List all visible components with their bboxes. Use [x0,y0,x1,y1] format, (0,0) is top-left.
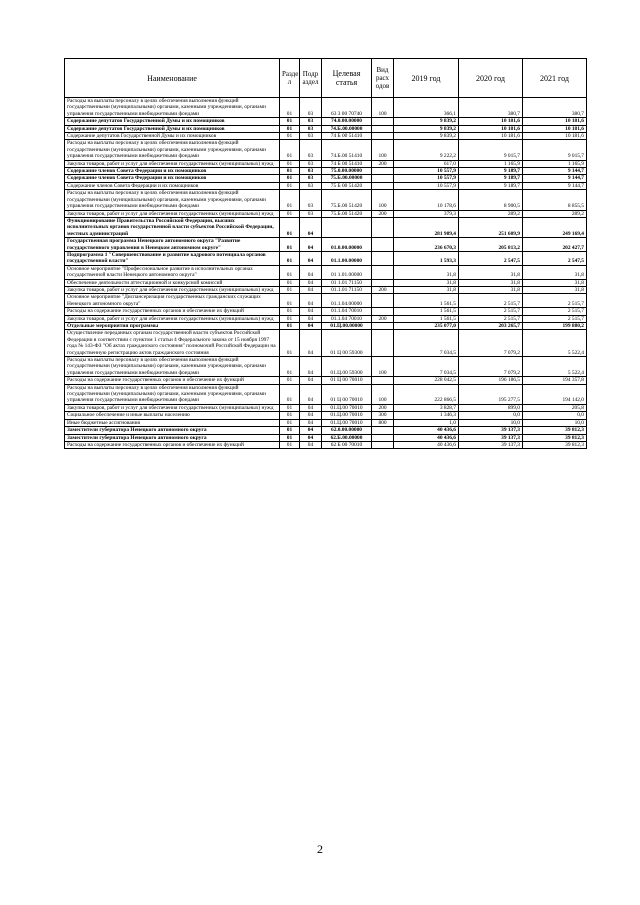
row-expense-type [372,251,394,265]
row-value-2021: 8 855,5 [523,190,587,210]
table-row [65,357,587,377]
row-subsection: 04 [300,308,322,315]
table-row [65,377,587,384]
row-value-2019: 379,3 [394,210,459,217]
row-value-2020: 9 189,7 [459,182,523,189]
table-row [65,133,587,140]
row-value-2021: 10 181,6 [523,118,587,125]
row-name: Осуществление переданных органам государственной власти субъектов Российской Федерации в соответствии с пунктом 1 статьи 4 Федерального закона от 15 ноября 1997 года № 143-ФЗ "Об актах гражданского состояния" полномочий Российской Федерации на государственную регистрацию актов гражданского состояния [65,330,280,357]
row-value-2020: 31,8 [459,286,523,293]
row-value-2021: 39 812,3 [523,441,587,448]
row-target: 74.Б.00 51410 [322,140,372,160]
row-name: Закупка товаров, работ и услуг для обеспечения государственных (муниципальных) нужд [65,286,280,293]
row-target: 01 Ц 00 70010 [322,384,372,404]
row-section: 01 [280,419,300,426]
row-subsection: 04 [300,217,322,237]
row-expense-type: 100 [372,384,394,404]
row-expense-type [372,441,394,448]
row-value-2019: 281 989,4 [394,217,459,237]
table-row [65,217,587,237]
row-section: 01 [280,286,300,293]
row-subsection: 04 [300,404,322,411]
row-section: 01 [280,323,300,330]
row-value-2019: 40 436,6 [394,434,459,441]
row-value-2021: 5 522,4 [523,357,587,377]
row-value-2021: 249 169,4 [523,217,587,237]
row-name: Закупка товаров, работ и услуг для обеспечения государственных (муниципальных) нужд [65,210,280,217]
row-value-2020: 10 181,6 [459,125,523,132]
row-subsection: 04 [300,251,322,265]
row-expense-type [372,217,394,237]
row-target: 74.Б.00.00000 [322,125,372,132]
row-subsection: 03 [300,190,322,210]
row-expense-type [372,168,394,175]
row-value-2021: 2 515,7 [523,294,587,308]
row-value-2019: 10 557,9 [394,168,459,175]
row-name: Закупка товаров, работ и услуг для обеспечения государственных (муниципальных) нужд [65,160,280,167]
row-name: Расходы на выплаты персоналу в целях обеспечения выполнения функций государственными (муниципальными) органами, казенными учреждениями, органами управления государственными внебюджетными фондами [65,357,280,377]
row-value-2019: 9 839,2 [394,133,459,140]
header-subsection: Подр аздел [300,59,322,98]
budget-table [64,58,587,449]
row-name: Основное мероприятие "Профессиональное развитие в исполнительных органах государственной власти Ненецкого автономного округа" [65,265,280,279]
row-section: 01 [280,118,300,125]
row-target: 75.Б.00 51420 [322,190,372,210]
row-subsection: 04 [300,434,322,441]
table-row [65,190,587,210]
row-expense-type: 200 [372,404,394,411]
row-section: 01 [280,441,300,448]
row-target: 63 3 00 70740 [322,98,372,118]
row-target [322,217,372,237]
row-subsection: 03 [300,175,322,182]
row-subsection: 04 [300,384,322,404]
row-value-2019: 9 839,2 [394,118,459,125]
table-row [65,265,587,279]
row-expense-type [372,377,394,384]
row-expense-type: 200 [372,286,394,293]
row-value-2020: 7 079,2 [459,357,523,377]
row-target: 01.1.04 70010 [322,308,372,315]
table-row [65,210,587,217]
table-row [65,160,587,167]
row-value-2020: 31,8 [459,279,523,286]
row-name: Расходы на содержание государственных органов и обеспечение их функций [65,308,280,315]
row-section: 01 [280,434,300,441]
row-section: 01 [280,210,300,217]
row-subsection: 04 [300,377,322,384]
row-expense-type: 200 [372,210,394,217]
row-target: 01 Ц 00 59300 [322,330,372,357]
row-value-2021: 205,8 [523,404,587,411]
row-target: 01 1.01.00000 [322,265,372,279]
row-value-2020: 39 137,3 [459,434,523,441]
row-value-2019: 9 839,2 [394,125,459,132]
header-name: Наименование [65,59,280,98]
table-row [65,315,587,322]
row-expense-type: 300 [372,412,394,419]
row-subsection: 03 [300,133,322,140]
row-subsection: 04 [300,265,322,279]
row-subsection: 04 [300,286,322,293]
row-value-2021: 10,0 [523,419,587,426]
row-value-2019: 31,8 [394,286,459,293]
row-expense-type: 100 [372,357,394,377]
row-name: Расходы на содержание государственных органов и обеспечение их функций [65,441,280,448]
row-target: 01.1.00.00000 [322,251,372,265]
table-row [65,441,587,448]
row-value-2019: 10 178,6 [394,190,459,210]
row-section: 01 [280,377,300,384]
row-expense-type [372,175,394,182]
row-value-2020: 251 609,9 [459,217,523,237]
row-target: 01.0.00.00000 [322,238,372,252]
row-value-2021: 199 880,2 [523,323,587,330]
row-expense-type: 100 [372,140,394,160]
table-row [65,308,587,315]
row-value-2021: 9 015,7 [523,140,587,160]
row-value-2020: 2 547,5 [459,251,523,265]
row-target: 74.0.00.00000 [322,118,372,125]
row-expense-type [372,434,394,441]
row-value-2021: 31,8 [523,279,587,286]
row-target: 75.Б.00 51420 [322,210,372,217]
row-value-2020: 205 813,2 [459,238,523,252]
row-section: 01 [280,182,300,189]
row-name: Государственная программа Ненецкого автономного округа "Развитие государственного управления в Ненецком автономном округе" [65,238,280,252]
row-section: 01 [280,238,300,252]
row-target: 01.Ц.00 70010 [322,412,372,419]
row-target: 01.1.01 71150 [322,286,372,293]
table-row [65,238,587,252]
row-value-2021: 194 142,0 [523,384,587,404]
row-value-2021: 31,8 [523,286,587,293]
table-row [65,279,587,286]
table-row [65,98,587,118]
table-row [65,404,587,411]
row-target: 75.0.00.00000 [322,168,372,175]
row-section: 01 [280,308,300,315]
row-name: Содержание членов Совета Федерации и их помощников [65,175,280,182]
row-value-2021: 9 144,7 [523,175,587,182]
row-value-2020: 10 181,6 [459,118,523,125]
row-section: 01 [280,404,300,411]
row-name: Расходы на выплаты персоналу в целях обеспечения выполнения функций государственными (муниципальными) органами, казенными учреждениями, органами управления государственными внебюджетными фондами [65,384,280,404]
row-subsection: 04 [300,315,322,322]
row-value-2019: 617,0 [394,160,459,167]
table-row [65,251,587,265]
row-expense-type [372,118,394,125]
row-target: 01 1.01 71150 [322,279,372,286]
row-value-2021: 39 812,3 [523,434,587,441]
row-expense-type: 200 [372,315,394,322]
table-row [65,182,587,189]
row-value-2020: 9 015,7 [459,140,523,160]
row-section: 01 [280,357,300,377]
row-subsection: 04 [300,323,322,330]
row-name: Расходы на выплаты персоналу в целях обеспечения выполнения функций государственными (муниципальными) органами, казенными учреждениями, органами управления государственными внебюджетными фондами [65,140,280,160]
row-value-2019: 1,0 [394,419,459,426]
row-name: Основное мероприятие "Диспансеризация государственных гражданских служащих Ненецкого автономного округа" [65,294,280,308]
row-section: 01 [280,160,300,167]
row-subsection: 04 [300,279,322,286]
row-value-2020: 0,0 [459,412,523,419]
row-value-2020: 2 515,7 [459,294,523,308]
row-value-2019: 235 077,0 [394,323,459,330]
header-2019: 2019 год [394,59,459,98]
row-value-2021: 2 547,5 [523,251,587,265]
row-subsection: 04 [300,412,322,419]
row-section: 01 [280,125,300,132]
table-row [65,323,587,330]
row-name: Подпрограмма 1 "Совершенствование и развитие кадрового потенциала органов государственной власти" [65,251,280,265]
table-row [65,384,587,404]
row-name: Заместители губернатора Ненецкого автономного округа [65,434,280,441]
row-name: Расходы на выплаты персоналу в целях обеспечения выполнения функций государственными (муниципальными) органами, казенными учреждениями, органами управления государственными внебюджетными фондами [65,98,280,118]
row-target: 01 Ц 00 70010 [322,377,372,384]
table-row [65,412,587,419]
table-row [65,118,587,125]
row-name: Социальное обеспечение и иные выплаты населению [65,412,280,419]
row-value-2019: 40 436,6 [394,427,459,434]
row-target: 74 Б 00 51410 [322,160,372,167]
table-row [65,125,587,132]
row-name: Отдельные мероприятия программы [65,323,280,330]
row-section: 01 [280,98,300,118]
row-expense-type [372,125,394,132]
row-name: Закупка товаров, работ и услуг для обеспечения государственных (муниципальных) нужд [65,404,280,411]
row-section: 01 [280,175,300,182]
row-value-2020: 899,0 [459,404,523,411]
row-name: Заместители губернатора Ненецкого автономного округа [65,427,280,434]
row-name: Обеспечение деятельности аттестационной и конкурсной комиссий [65,279,280,286]
table-row [65,286,587,293]
row-value-2021: 31,8 [523,265,587,279]
row-section: 01 [280,427,300,434]
row-value-2020: 10 181,6 [459,133,523,140]
row-value-2021: 10 181,6 [523,125,587,132]
row-expense-type [372,308,394,315]
row-section: 01 [280,315,300,322]
row-expense-type [372,279,394,286]
row-expense-type [372,427,394,434]
row-target: 01.Ц.00.00000 [322,323,372,330]
row-value-2019: 7 034,5 [394,357,459,377]
row-expense-type: 800 [372,419,394,426]
row-value-2019: 1 561,5 [394,315,459,322]
table-row [65,330,587,357]
row-value-2021: 0,0 [523,412,587,419]
row-value-2019: 40 436,6 [394,441,459,448]
row-name: Иные бюджетные ассигнования [65,419,280,426]
row-name: Закупка товаров, работ и услуг для обеспечения государственных (муниципальных) нужд [65,315,280,322]
row-value-2021: 2 515,7 [523,308,587,315]
row-expense-type [372,265,394,279]
row-section: 01 [280,265,300,279]
row-section: 01 [280,412,300,419]
table-row [65,175,587,182]
row-value-2020: 9 189,7 [459,175,523,182]
row-value-2020: 8 900,5 [459,190,523,210]
row-target: 01.1.04.00000 [322,294,372,308]
row-subsection: 03 [300,98,322,118]
table-row [65,419,587,426]
row-value-2020: 10,0 [459,419,523,426]
row-value-2021: 39 812,3 [523,427,587,434]
row-section: 01 [280,168,300,175]
row-subsection: 03 [300,182,322,189]
row-expense-type [372,330,394,357]
row-subsection: 04 [300,441,322,448]
row-value-2021: 9 144,7 [523,168,587,175]
row-value-2021: 5 522,4 [523,330,587,357]
row-value-2020: 1 165,9 [459,160,523,167]
row-value-2019: 3 828,7 [394,404,459,411]
row-target: 74 Б 00 51410 [322,133,372,140]
header-section: Разде л [280,59,300,98]
row-target: 01.1.04 70010 [322,315,372,322]
row-target: 01.Ц.00 70010 [322,404,372,411]
header-expense-type: Вид расх одов [372,59,394,98]
row-value-2021: 380,7 [523,98,587,118]
row-expense-type: 100 [372,98,394,118]
table-row [65,294,587,308]
row-value-2019: 31,8 [394,279,459,286]
row-name: Содержание депутатов Государственной Думы и их помощников [65,133,280,140]
row-value-2020: 39 137,3 [459,427,523,434]
row-target: 62.Б.00.00000 [322,434,372,441]
row-value-2020: 380,7 [459,98,523,118]
row-value-2020: 9 189,7 [459,168,523,175]
row-section: 01 [280,140,300,160]
row-value-2020: 31,8 [459,265,523,279]
row-target: 75.Б.00.00000 [322,175,372,182]
row-value-2019: 10 557,9 [394,182,459,189]
table-row [65,140,587,160]
page-number: 2 [317,842,323,856]
row-value-2021: 194 357,8 [523,377,587,384]
row-value-2020: 2 515,7 [459,315,523,322]
row-value-2019: 236 670,3 [394,238,459,252]
row-value-2020: 195 277,5 [459,384,523,404]
row-value-2020: 203 265,7 [459,323,523,330]
row-value-2019: 228 042,5 [394,377,459,384]
row-subsection: 04 [300,238,322,252]
header-2021: 2021 год [523,59,587,98]
header-target: Целевая статья [322,59,372,98]
row-expense-type: 200 [372,160,394,167]
header-2020: 2020 год [459,59,523,98]
row-subsection: 04 [300,427,322,434]
row-value-2020: 2 515,7 [459,308,523,315]
row-target: 01.Ц.00 70010 [322,419,372,426]
row-section: 01 [280,217,300,237]
row-value-2019: 1 346,3 [394,412,459,419]
row-value-2020: 196 186,5 [459,377,523,384]
row-section: 01 [280,279,300,286]
row-target: 75 Б 00 51420 [322,182,372,189]
table-body [65,98,587,449]
row-name: Содержание членов Совета Федерации и их помощников [65,168,280,175]
row-name: Расходы на выплаты персоналу в целях обеспечения выполнения функций государственными (муниципальными) органами, казенными учреждениями, органами управления государственными внебюджетными фондами [65,190,280,210]
row-value-2019: 1 561,5 [394,308,459,315]
row-name: Содержание депутатов Государственной Думы и их помощников [65,118,280,125]
row-value-2019: 366,1 [394,98,459,118]
table-row [65,168,587,175]
row-subsection: 04 [300,294,322,308]
row-name: Расходы на содержание государственных органов и обеспечение их функций [65,377,280,384]
row-subsection: 03 [300,140,322,160]
row-subsection: 03 [300,210,322,217]
row-expense-type [372,238,394,252]
row-value-2020: 7 079,2 [459,330,523,357]
row-subsection: 03 [300,118,322,125]
row-subsection: 04 [300,357,322,377]
row-section: 01 [280,384,300,404]
row-subsection: 03 [300,125,322,132]
row-subsection: 03 [300,160,322,167]
row-expense-type [372,294,394,308]
row-name: Функционирование Правительства Российской Федерации, высших исполнительных органов государственной власти субъектов Российской Федерации, местных администраций [65,217,280,237]
row-expense-type [372,133,394,140]
row-section: 01 [280,133,300,140]
row-section: 01 [280,251,300,265]
row-value-2020: 289,2 [459,210,523,217]
table-header-row [65,59,587,98]
row-value-2019: 10 557,9 [394,175,459,182]
row-value-2020: 39 137,3 [459,441,523,448]
row-expense-type [372,182,394,189]
row-section: 01 [280,294,300,308]
row-value-2019: 1 561,5 [394,294,459,308]
row-target: 62.0.00.00000 [322,427,372,434]
row-value-2019: 9 222,2 [394,140,459,160]
table-row [65,434,587,441]
row-target: 62 Б 00 70010 [322,441,372,448]
row-subsection: 03 [300,168,322,175]
row-value-2019: 222 866,5 [394,384,459,404]
row-name: Содержание членов Совета Федерации и их помощников [65,182,280,189]
table-row [65,427,587,434]
row-name: Содержание депутатов Государственной Думы и их помощников [65,125,280,132]
row-target: 01.Ц.00 59300 [322,357,372,377]
row-section: 01 [280,330,300,357]
row-expense-type [372,323,394,330]
row-value-2021: 2 515,7 [523,315,587,322]
row-value-2019: 31,8 [394,265,459,279]
row-value-2021: 202 427,7 [523,238,587,252]
row-section: 01 [280,190,300,210]
row-value-2019: 7 034,5 [394,330,459,357]
row-expense-type: 100 [372,190,394,210]
row-value-2021: 289,2 [523,210,587,217]
row-value-2021: 9 144,7 [523,182,587,189]
row-value-2019: 1 593,3 [394,251,459,265]
row-value-2021: 1 165,9 [523,160,587,167]
row-value-2021: 10 181,6 [523,133,587,140]
row-subsection: 04 [300,330,322,357]
row-subsection: 04 [300,419,322,426]
